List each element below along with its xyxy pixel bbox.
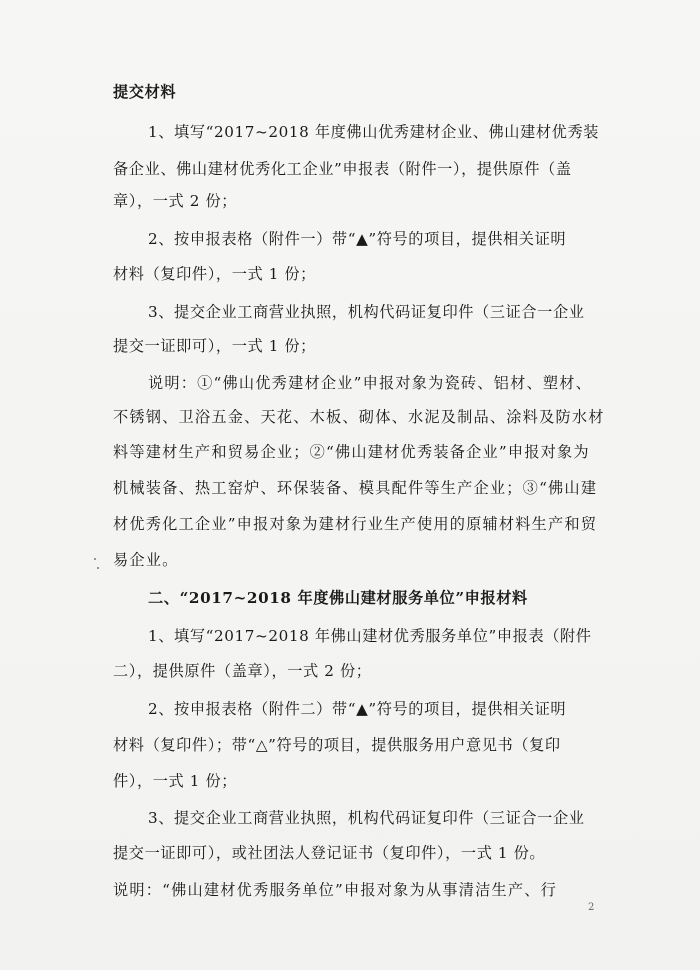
- s1-note-line2: 不锈钢、卫浴五金、天花、木板、砌体、水泥及制品、涂料及防水材: [113, 408, 605, 426]
- s2-note-line1: 说明：“佛山建材优秀服务单位”申报对象为从事清洁生产、行: [113, 881, 558, 899]
- page-number: 2: [588, 902, 595, 913]
- s1-item2-line2: 材料（复印件），一式 1 份；: [113, 265, 316, 283]
- s1-item2-line1: 2、按申报表格（附件一）带“▲”符号的项目，提供相关证明: [148, 230, 567, 248]
- s1-item3-line1: 3、提交企业工商营业执照，机构代码证复印件（三证合一企业: [148, 303, 585, 321]
- s1-note-line3: 料等建材生产和贸易企业；②“佛山建材优秀装备企业”申报对象为: [113, 443, 590, 461]
- s2-item3-line1: 3、提交企业工商营业执照，机构代码证复印件（三证合一企业: [148, 809, 585, 827]
- section-heading: 提交材料: [113, 83, 177, 101]
- s2-item1-line2: 二），提供原件（盖章），一式 2 份；: [113, 662, 372, 680]
- s1-note-line5: 材优秀化工企业”申报对象为建材行业生产使用的原辅材料生产和贸: [113, 515, 598, 533]
- s2-item1-line1: 1、填写“2017~2018 年佛山建材优秀服务单位”申报表（附件: [148, 627, 592, 645]
- s2-item2-line2: 材料（复印件）；带“△”符号的项目，提供服务用户意见书（复印: [113, 736, 561, 754]
- s1-item1-line3: 章），一式 2 份；: [113, 192, 238, 210]
- scan-speck: [97, 567, 99, 569]
- s1-note-line4: 机械装备、热工窑炉、环保装备、模具配件等生产企业；③“佛山建: [113, 479, 598, 497]
- s2-item2-line1: 2、按申报表格（附件二）带“▲”符号的项目，提供相关证明: [148, 700, 567, 718]
- s1-item3-line2: 提交一证即可），一式 1 份；: [113, 337, 316, 355]
- s1-item1-line2: 备企业、佛山建材优秀化工企业”申报表（附件一），提供原件（盖: [113, 160, 572, 178]
- s1-note-line1: 说明：①“佛山优秀建材企业”申报对象为瓷砖、铝材、塑材、: [148, 374, 593, 392]
- s1-item1-line1: 1、填写“2017~2018 年度佛山优秀建材企业、佛山建材优秀装: [148, 123, 600, 141]
- s2-item2-line3: 件），一式 1 份；: [113, 772, 238, 790]
- s1-note-line6: 易企业。: [113, 551, 179, 569]
- s2-item3-line2: 提交一证即可），或社团法人登记证书（复印件），一式 1 份。: [113, 844, 546, 862]
- section2-title: 二、“2017~2018 年度佛山建材服务单位”申报材料: [148, 589, 528, 607]
- scan-speck: [94, 558, 96, 560]
